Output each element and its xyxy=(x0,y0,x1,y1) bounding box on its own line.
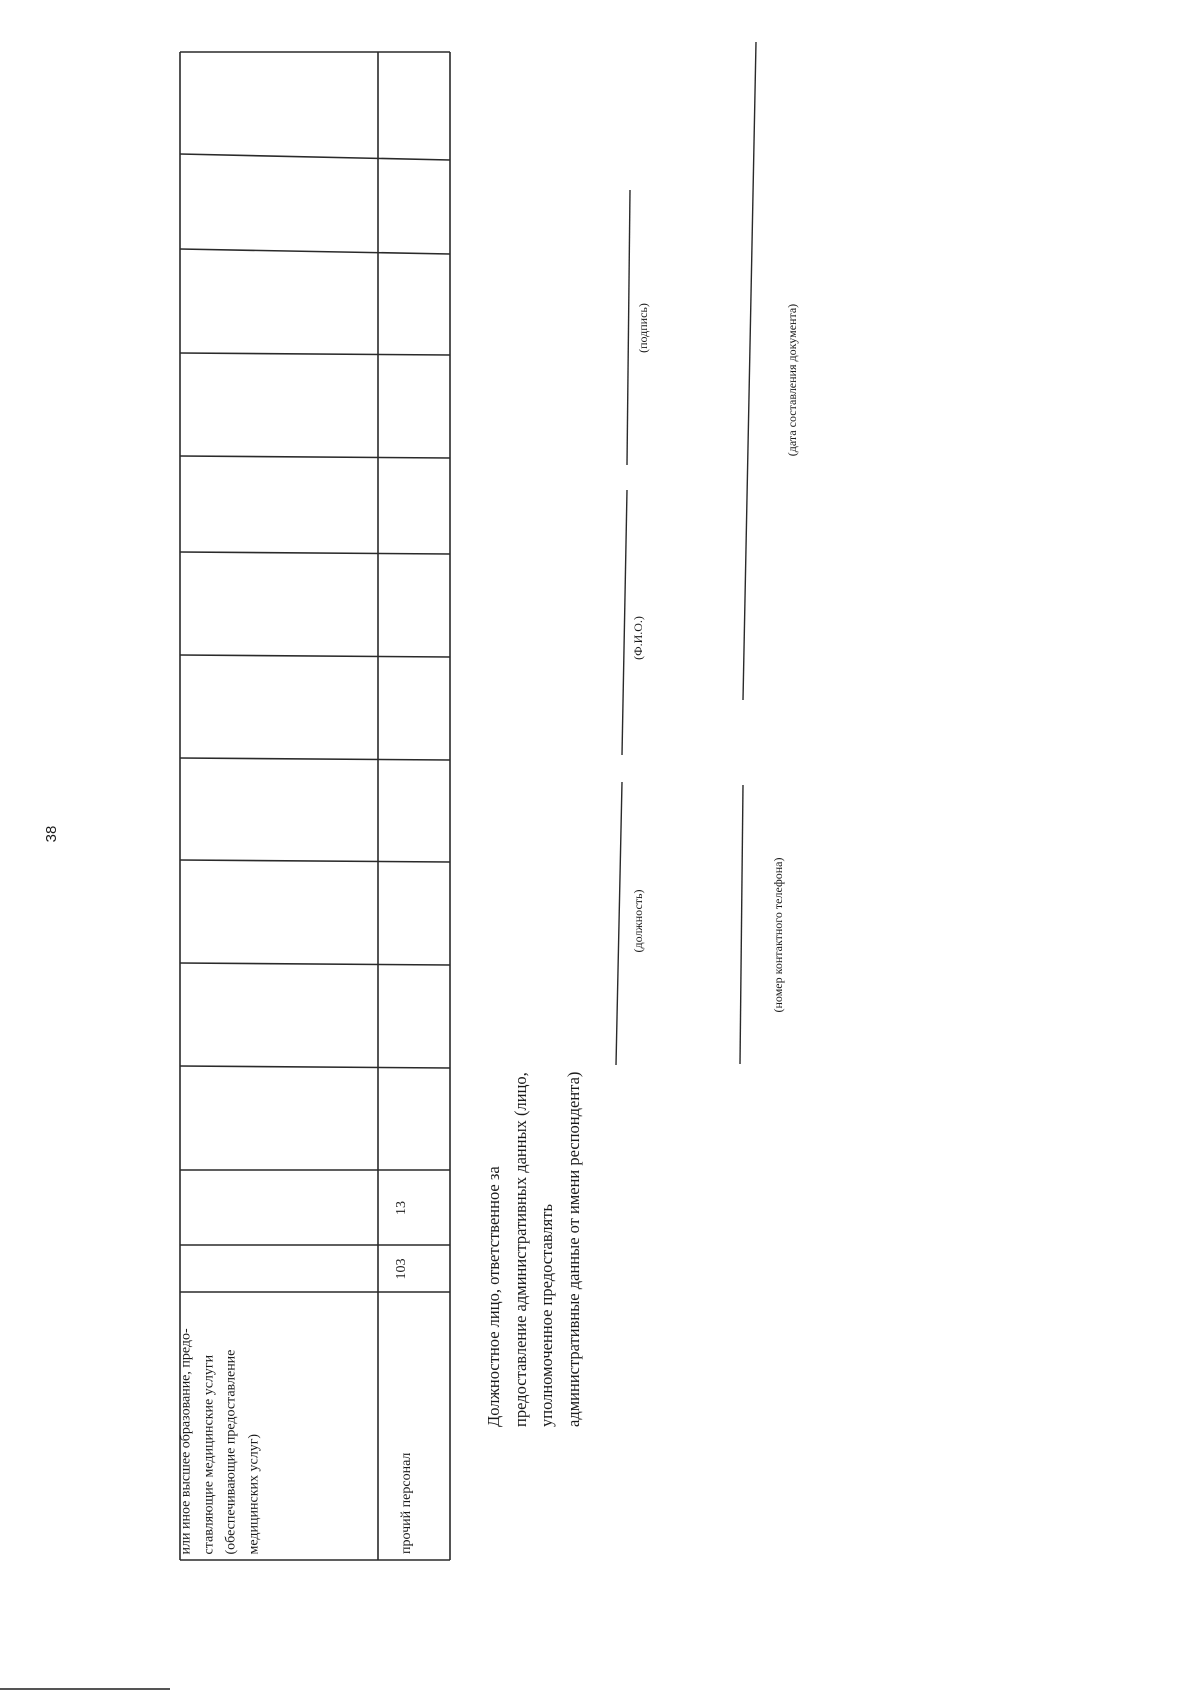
phone-caption: (номер контактного телефона) xyxy=(771,857,785,1013)
signature-caption: (подпись) xyxy=(636,303,650,353)
page-number: 38 xyxy=(43,825,60,843)
bottom-rule xyxy=(0,1688,170,1690)
table-cell-value: 13 xyxy=(394,1201,409,1215)
table-row-label-other-staff: прочий персонал xyxy=(399,1452,414,1554)
responsible-person-text: Должностное лицо, ответственное за предоставление административных данных (лицо, уполномоченное предоставлять административные данные от имени респондента) xyxy=(484,1071,583,1427)
position-caption: (должность) xyxy=(631,889,645,953)
full-name-caption: (Ф.И.О.) xyxy=(631,616,645,660)
date-caption: (дата составления документа) xyxy=(785,303,799,457)
table-row-label-medical-staff: или иное высшее образование, предо-ставляющие медицинские услуги (обеспечивающие предоставление медицинских услуг) xyxy=(178,1328,261,1555)
table-row-code: 103 xyxy=(394,1258,409,1280)
